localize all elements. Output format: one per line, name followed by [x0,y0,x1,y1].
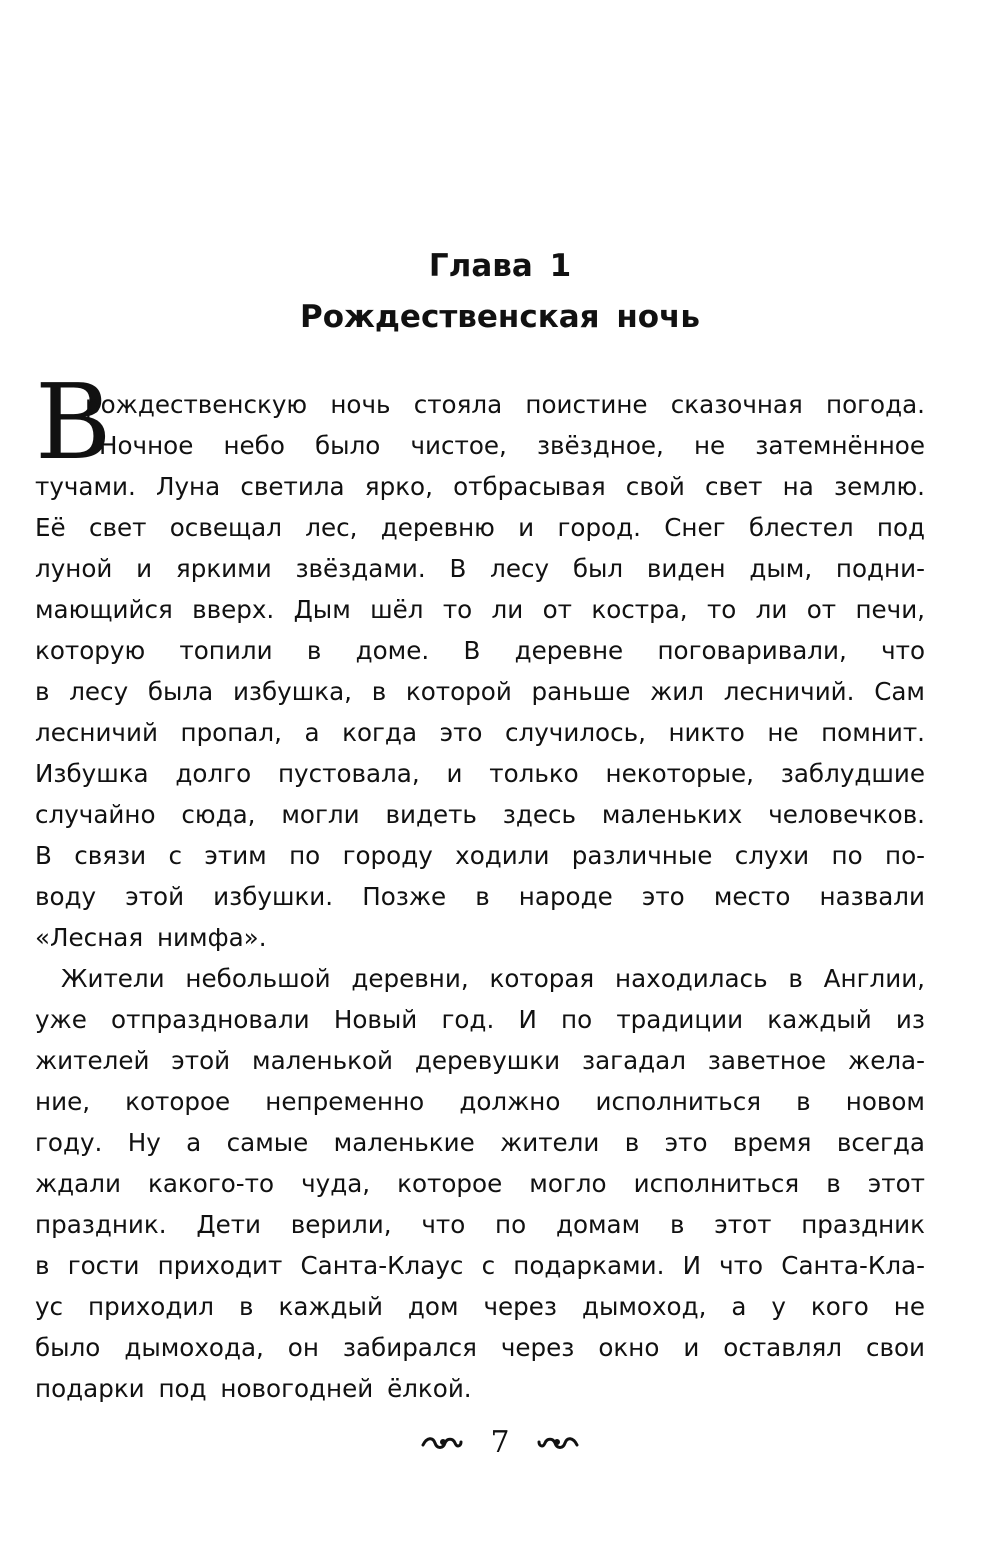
chapter-number: Глава 1 [428,248,572,284]
right-swirl-ornament-icon [537,1433,579,1453]
text-line: ус приходил в каждый дом через дымоход, а у кого не [35,1292,925,1321]
text-line: рождественскую ночь стояла поистине сказочная погода. [85,390,925,419]
text-line: праздник. Дети верили, что по домам в этот праздник [35,1210,925,1239]
text-line: ние, которое непременно должно исполниться в новом [35,1087,925,1116]
text-line: случайно сюда, могли видеть здесь маленьких человечков. [35,800,925,829]
page-number: 7 [490,1425,510,1460]
text-line: году. Ну а самые маленькие жители в это время всегда [35,1128,925,1157]
text-line: ждали какого-то чуда, которое могло исполниться в этот [35,1169,925,1198]
text-line: лесничий пропал, а когда это случилось, никто не помнит. [35,718,925,747]
text-line: В связи с этим по городу ходили различные слухи по по- [35,841,925,870]
text-line: в гости приходит Санта-Клаус с подарками. И что Санта-Кла- [35,1251,925,1280]
text-line: тучами. Луна светила ярко, отбрасывая свой свет на землю. [35,472,925,501]
text-line: луной и яркими звёздами. В лесу был виден дым, подни- [35,554,925,583]
text-line: Жители небольшой деревни, которая находилась в Англии, [61,964,925,993]
text-line: было дымохода, он забирался через окно и оставлял свои [35,1333,925,1362]
text-line: Её свет освещал лес, деревню и город. Снег блестел под [35,513,925,542]
text-line: в лесу была избушка, в которой раньше жил лесничий. Сам [35,677,925,706]
chapter-title: Рождественская ночь [300,299,700,335]
text-line: Ночное небо было чистое, звёздное, не затемнённое [99,431,925,460]
text-line: воду этой избушки. Позже в народе это место назвали [35,882,925,911]
text-line: уже отпраздновали Новый год. И по традиции каждый из [35,1005,925,1034]
text-line: подарки под новогодней ёлкой. [35,1374,472,1403]
page-footer [0,1420,1000,1465]
text-line: «Лесная нимфа». [35,923,267,952]
drop-cap: В [35,361,112,483]
text-line: Избушка долго пустовала, и только некоторые, заблудшие [35,759,925,788]
text-line: которую топили в доме. В деревне поговаривали, что [35,636,925,665]
text-line: мающийся вверх. Дым шёл то ли от костра, то ли от печи, [35,595,925,624]
left-swirl-ornament-icon [421,1433,463,1453]
body-text [35,0,925,1544]
text-line: жителей этой маленькой деревушки загадал заветное жела- [35,1046,925,1075]
